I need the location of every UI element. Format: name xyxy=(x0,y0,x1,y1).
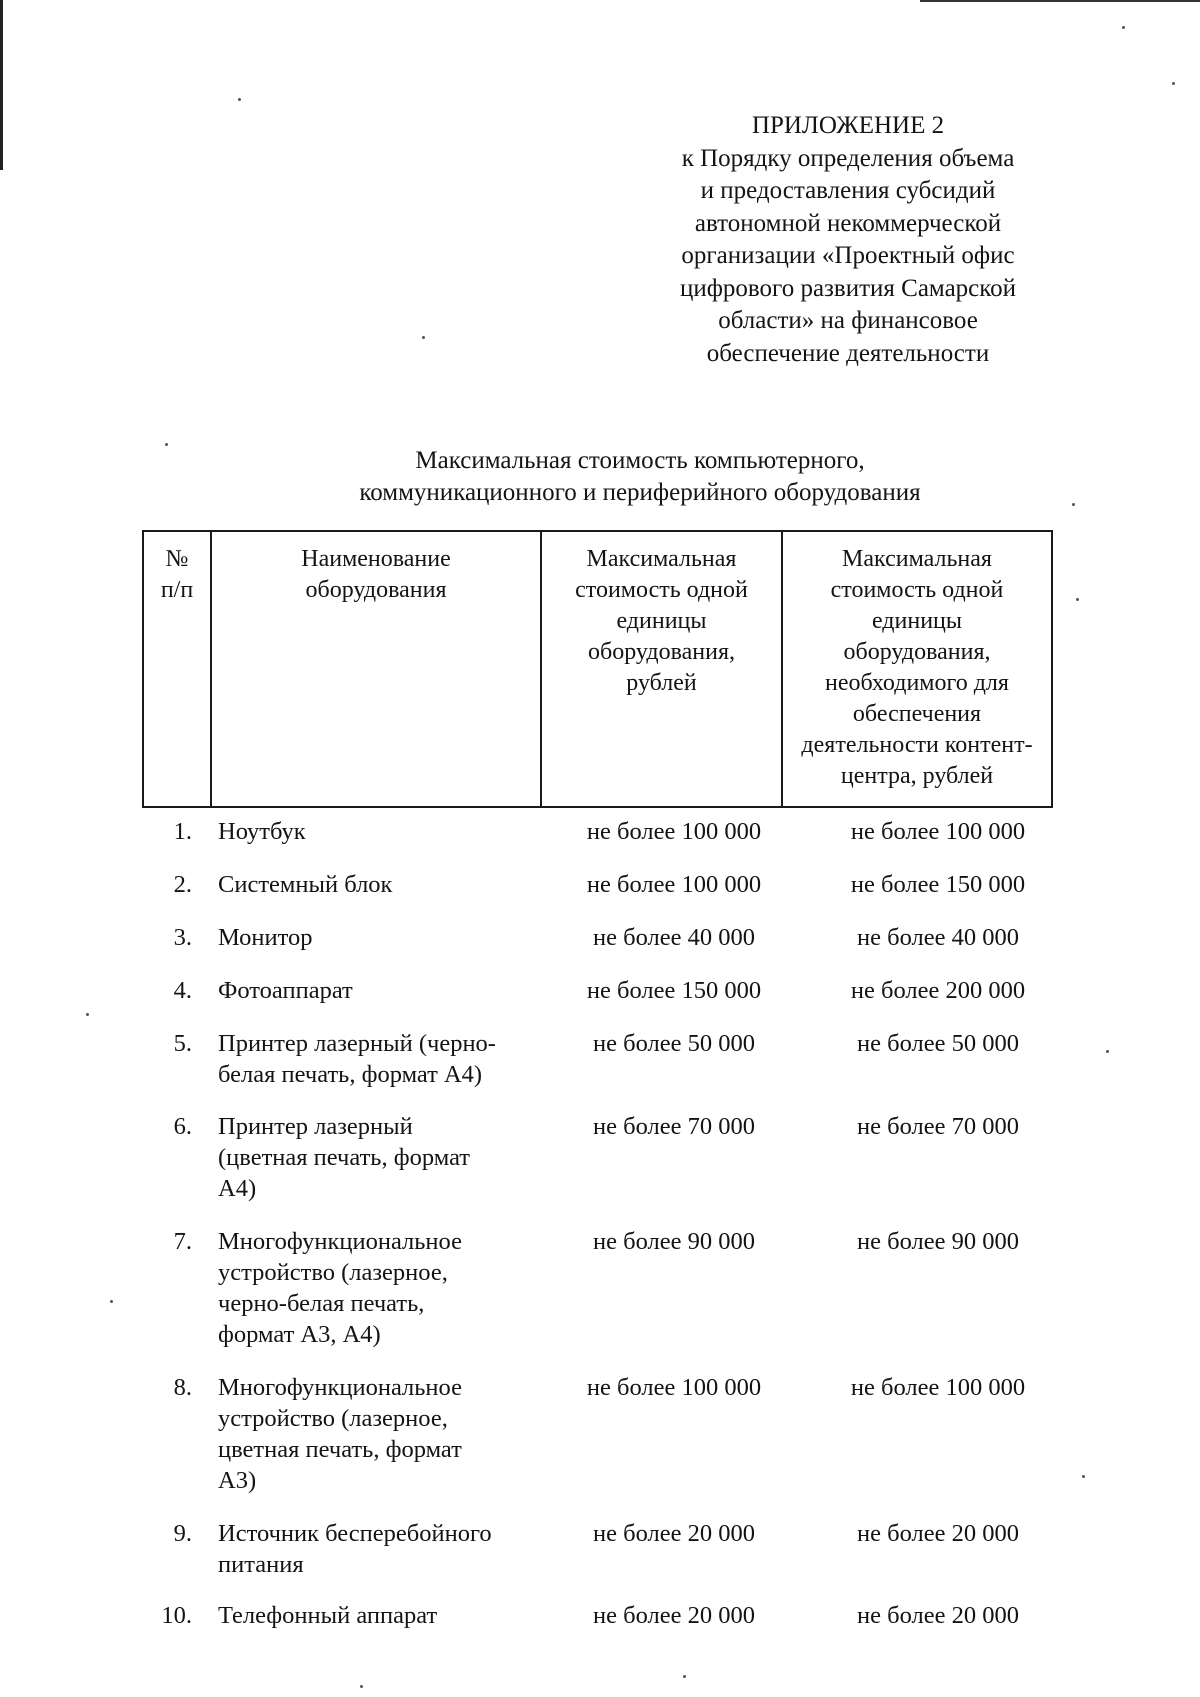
row-number: 5. xyxy=(173,1030,192,1057)
row-number: 10. xyxy=(161,1602,192,1629)
scan-speck xyxy=(1172,82,1175,85)
row-number: 8. xyxy=(173,1374,192,1401)
row-max-cost: не более 150 000 xyxy=(586,977,762,1004)
row-number: 1. xyxy=(173,818,192,845)
scan-speck xyxy=(110,1300,113,1303)
row-equipment-name: Ноутбук xyxy=(218,818,306,845)
table-header-row xyxy=(143,531,1052,807)
scan-edge-top xyxy=(920,0,1200,2)
scan-speck xyxy=(1122,26,1125,29)
row-equipment-name: Источник бесперебойного питания xyxy=(218,1520,492,1578)
scan-speck xyxy=(86,1013,89,1016)
header-max-cost-content-center: Максимальная стоимость одной единицы оборудования, необходимого для обеспечения деятельности контент- центра, рублей xyxy=(782,531,1052,807)
row-max-cost: не более 20 000 xyxy=(593,1520,755,1547)
row-max-cost-content-center: не более 100 000 xyxy=(850,818,1026,845)
row-number: 4. xyxy=(173,977,192,1004)
row-number: 6. xyxy=(173,1113,192,1140)
scan-speck xyxy=(1106,1050,1109,1053)
appendix-block xyxy=(638,110,1058,370)
header-equipment-name: Наименование оборудования xyxy=(211,531,541,807)
row-max-cost: не более 100 000 xyxy=(586,871,762,898)
row-max-cost-content-center: не более 200 000 xyxy=(850,977,1026,1004)
row-equipment-name: Многофункциональное устройство (лазерное, цветная печать, формат А3) xyxy=(218,1374,462,1494)
row-max-cost: не более 90 000 xyxy=(593,1228,755,1255)
row-max-cost-content-center: не более 100 000 xyxy=(850,1374,1026,1401)
row-max-cost: не более 100 000 xyxy=(586,1374,762,1401)
row-number: 7. xyxy=(173,1228,192,1255)
row-max-cost: не более 100 000 xyxy=(586,818,762,845)
row-equipment-name: Телефонный аппарат xyxy=(218,1602,438,1629)
scan-speck xyxy=(360,1685,363,1688)
row-max-cost-content-center: не более 150 000 xyxy=(850,871,1026,898)
row-max-cost-content-center: не более 70 000 xyxy=(857,1113,1019,1140)
row-equipment-name: Принтер лазерный (черно- белая печать, формат А4) xyxy=(218,1030,496,1088)
row-max-cost-content-center: не более 20 000 xyxy=(857,1520,1019,1547)
row-number: 2. xyxy=(173,871,192,898)
row-number: 9. xyxy=(173,1520,192,1547)
scan-speck xyxy=(683,1675,686,1678)
document-title: Максимальная стоимость компьютерного, коммуникационного и периферийного оборудования xyxy=(359,447,921,506)
appendix-title: ПРИЛОЖЕНИЕ 2 xyxy=(751,112,945,139)
row-max-cost-content-center: не более 90 000 xyxy=(857,1228,1019,1255)
row-equipment-name: Системный блок xyxy=(218,871,393,898)
scan-speck xyxy=(1076,598,1079,601)
scan-speck xyxy=(1072,503,1075,506)
row-equipment-name: Многофункциональное устройство (лазерное, черно-белая печать, формат А3, А4) xyxy=(218,1228,462,1348)
header-number: № п/п xyxy=(143,531,211,807)
row-equipment-name: Монитор xyxy=(218,924,313,951)
row-max-cost: не более 40 000 xyxy=(593,924,755,951)
appendix-subtitle: к Порядку определения объема и предоставления субсидий автономной некоммерческой организации «Проектный офис цифрового развития Самарской области» на финансовое обеспечение деятельности xyxy=(679,144,1017,367)
row-max-cost: не более 20 000 xyxy=(593,1602,755,1629)
scan-speck xyxy=(165,443,168,446)
scan-speck xyxy=(238,98,241,101)
row-max-cost: не более 70 000 xyxy=(593,1113,755,1140)
row-max-cost-content-center: не более 50 000 xyxy=(857,1030,1019,1057)
row-max-cost: не более 50 000 xyxy=(593,1030,755,1057)
row-max-cost-content-center: не более 20 000 xyxy=(857,1602,1019,1629)
scan-speck xyxy=(1082,1475,1085,1478)
equipment-table-header xyxy=(142,530,1053,808)
header-max-cost: Максимальная стоимость одной единицы оборудования, рублей xyxy=(541,531,782,807)
row-number: 3. xyxy=(173,924,192,951)
scan-edge-left xyxy=(0,0,3,170)
row-max-cost-content-center: не более 40 000 xyxy=(857,924,1019,951)
scan-speck xyxy=(422,336,425,339)
row-equipment-name: Фотоаппарат xyxy=(218,977,353,1004)
row-equipment-name: Принтер лазерный (цветная печать, формат А4) xyxy=(218,1113,471,1202)
